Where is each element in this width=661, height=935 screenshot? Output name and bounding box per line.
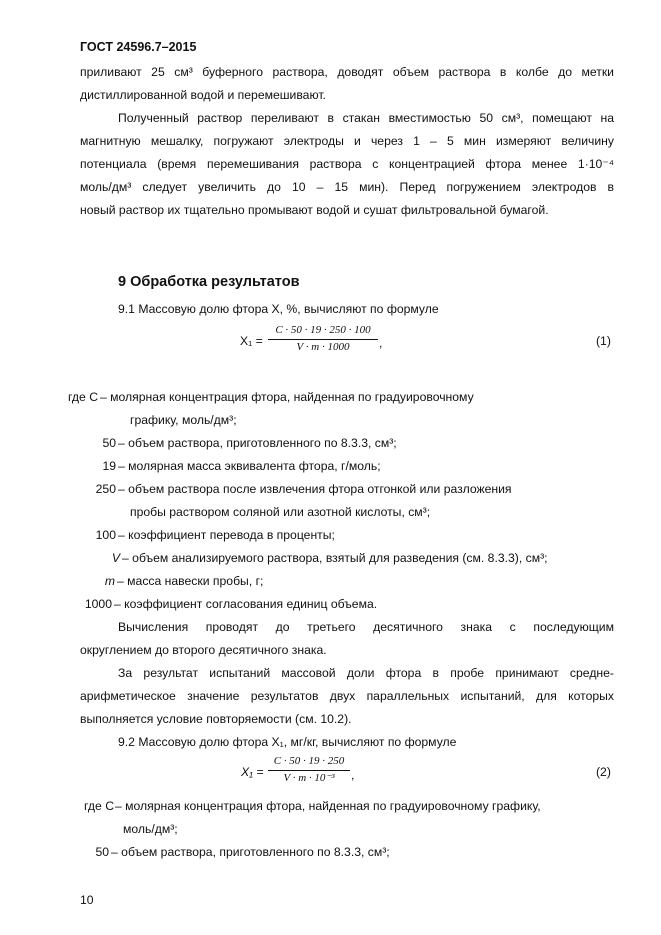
- where-text: – молярная масса эквивалента фтора, г/моль;: [118, 459, 381, 473]
- where-text: – объем раствора, приготовленного по 8.3.3, см³;: [118, 436, 397, 450]
- formula-1-lhs: X₁ =: [240, 334, 263, 348]
- paragraph-line: потенциала (время перемешивания раствора с концентрацией фтора менее 1·10⁻⁴: [80, 157, 614, 171]
- formula-1-denominator: V · m · 1000: [296, 340, 350, 353]
- where-symbol: 50: [95, 845, 109, 859]
- formula-2-denominator: V · m · 10⁻³: [283, 771, 335, 784]
- formula-1-numerator: C · 50 · 19 · 250 · 100: [275, 324, 371, 336]
- where-text: – объем раствора, приготовленного по 8.3.3, см³;: [111, 845, 390, 859]
- page-number: 10: [80, 893, 94, 907]
- where-symbol: V: [111, 551, 120, 565]
- formula-1-fraction: [268, 324, 378, 353]
- paragraph-line: моль/дм³ следует увеличить до 10 – 15 мин). Перед погружением электродов в: [80, 180, 614, 194]
- fraction-bar: [268, 339, 378, 340]
- paragraph-line: магнитную мешалку, погружают электроды и через 1 – 5 мин измеряют величину: [80, 134, 614, 148]
- paragraph-line: новый раствор их тщательно промывают водой и сушат фильтровальной бумагой.: [80, 203, 549, 217]
- where-symbol: m: [104, 574, 115, 588]
- where-text: пробы раствором соляной или азотной кислоты, см³;: [130, 505, 431, 519]
- formula-2-number: (2): [596, 765, 611, 779]
- where-text: – масса навески пробы, г;: [117, 574, 264, 588]
- where-text: моль/дм³;: [123, 822, 178, 836]
- where-symbol: где C: [84, 799, 114, 813]
- section-title: 9 Обработка результатов: [118, 274, 300, 290]
- paragraph-line: Полученный раствор переливают в стакан вместимостью 50 см³, помещают на: [118, 111, 614, 125]
- clause-9-1: 9.1 Массовую долю фтора X, %, вычисляют по формуле: [118, 302, 439, 316]
- clause-9-2: 9.2 Массовую долю фтора X₁, мг/кг, вычисляют по формуле: [118, 735, 457, 749]
- where-symbol: 19: [102, 459, 116, 473]
- formula-1-comma: ,: [379, 336, 383, 350]
- fraction-bar: [268, 770, 350, 771]
- where-symbol: где C: [68, 390, 98, 404]
- paragraph-line: округлением до второго десятичного знака.: [80, 643, 327, 657]
- formula-2-fraction: [268, 755, 350, 784]
- paragraph-line: дистиллированной водой и перемешивают.: [80, 88, 326, 102]
- document-header: ГОСТ 24596.7–2015: [80, 40, 197, 54]
- where-symbol: 1000: [84, 597, 112, 611]
- paragraph-line: Вычисления проводят до третьего десятичного знака с последующим: [118, 620, 614, 634]
- paragraph-line: За результат испытаний массовой доли фтора в пробе принимают средне-: [118, 666, 614, 680]
- paragraph-line: арифметическое значение результатов двух параллельных испытаний, для которых: [80, 689, 614, 703]
- formula-2-numerator: C · 50 · 19 · 250: [273, 755, 345, 767]
- where-symbol: 250: [95, 482, 116, 496]
- where-text: – объем раствора после извлечения фтора отгонкой или разложения: [118, 482, 512, 496]
- where-text: – коэффициент перевода в проценты;: [118, 528, 335, 542]
- where-text: – молярная концентрация фтора, найденная по градуировочному графику,: [115, 799, 541, 813]
- where-text: – объем анализируемого раствора, взятый для разведения (см. 8.3.3), см³;: [122, 551, 548, 565]
- paragraph-line: выполняется условие повторяемости (см. 10.2).: [80, 712, 352, 726]
- where-text: – коэффициент согласования единиц объема.: [114, 597, 378, 611]
- where-symbol: 100: [95, 528, 116, 542]
- formula-1-number: (1): [596, 334, 611, 348]
- formula-2-comma: ,: [351, 768, 355, 782]
- where-symbol: 50: [102, 436, 116, 450]
- where-text: графику, моль/дм³;: [130, 413, 237, 427]
- paragraph-line: приливают 25 см³ буферного раствора, доводят объем раствора в колбе до метки: [80, 65, 614, 79]
- where-text: – молярная концентрация фтора, найденная по градуировочному: [100, 390, 474, 404]
- formula-2-lhs: X₁ =: [241, 765, 264, 779]
